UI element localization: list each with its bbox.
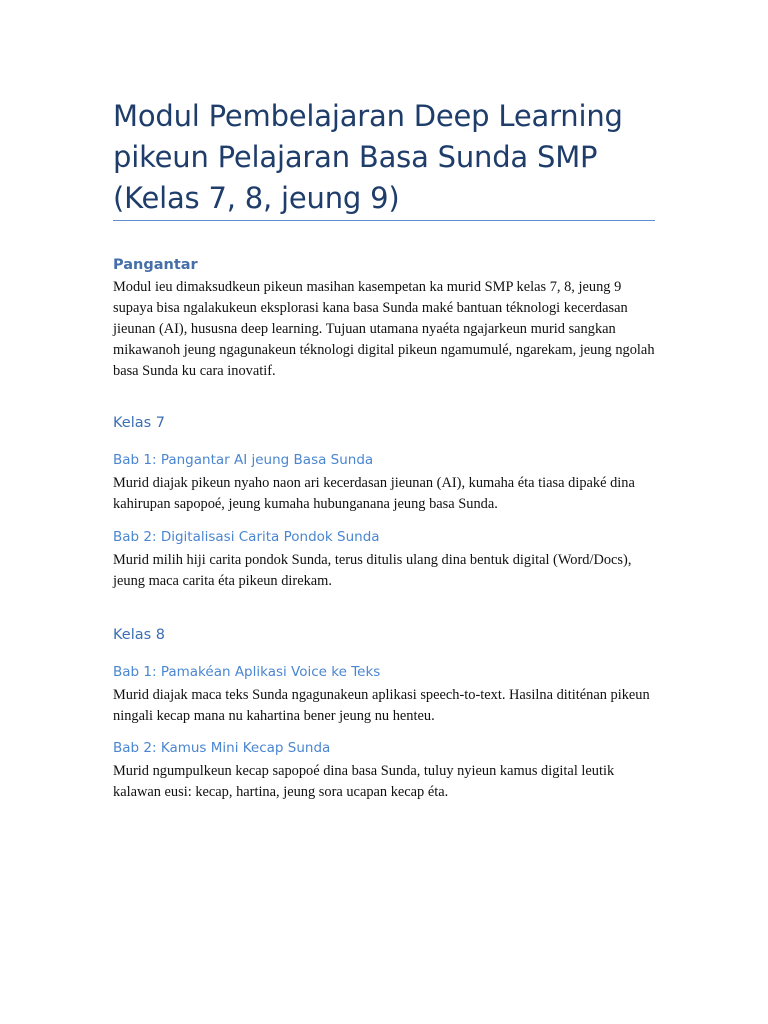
kelas7-bab1-heading: Bab 1: Pangantar AI jeung Basa Sunda [113, 452, 374, 468]
document-title: Modul Pembelajaran Deep Learning pikeun Pelajaran Basa Sunda SMP (Kelas 7, 8, jeung 9) [113, 99, 623, 215]
kelas7-heading: Kelas 7 [113, 415, 166, 431]
kelas8-bab2-heading: Bab 2: Kamus Mini Kecap Sunda [113, 740, 331, 756]
kelas7-bab2-paragraph: Murid milih hiji carita pondok Sunda, terus ditulis ulang dina bentuk digital (Word/Docs), jeung maca carita éta pikeun direkam. [113, 552, 632, 589]
kelas8-bab1-paragraph: Murid diajak maca teks Sunda ngagunakeun aplikasi speech-to-text. Hasilna dititénan pikeun ningali kecap mana nu kahartina bener jeung nu henteu. [113, 687, 650, 724]
intro-paragraph: Modul ieu dimaksudkeun pikeun masihan kasempetan ka murid SMP kelas 7, 8, jeung 9 supaya bisa ngalakukeun eksplorasi kana basa Sunda maké bantuan téknologi kecerdasan jieunan (AI), hususna deep learning. Tujuan utamana nyaéta ngajarkeun murid sangkan mikawanoh jeung ngagunakeun téknologi digital pikeun ngamumulé, ngarekam, jeung ngolah basa Sunda ku cara inovatif. [113, 279, 655, 379]
intro-heading: Pangantar [113, 257, 198, 273]
kelas8-heading: Kelas 8 [113, 627, 166, 643]
kelas7-bab2-heading: Bab 2: Digitalisasi Carita Pondok Sunda [113, 529, 380, 545]
kelas8-bab1-heading: Bab 1: Pamakéan Aplikasi Voice ke Teks [113, 664, 381, 680]
kelas7-bab1-paragraph: Murid diajak pikeun nyaho naon ari kecerdasan jieunan (AI), kumaha éta tiasa dipaké dina kahirupan sapopoé, jeung kumaha hubunganana jeung basa Sunda. [113, 475, 635, 512]
title-underline [113, 220, 655, 221]
kelas8-bab2-paragraph: Murid ngumpulkeun kecap sapopoé dina basa Sunda, tuluy nyieun kamus digital leutik kalawan eusi: kecap, hartina, jeung sora ucapan kecap éta. [113, 763, 615, 800]
